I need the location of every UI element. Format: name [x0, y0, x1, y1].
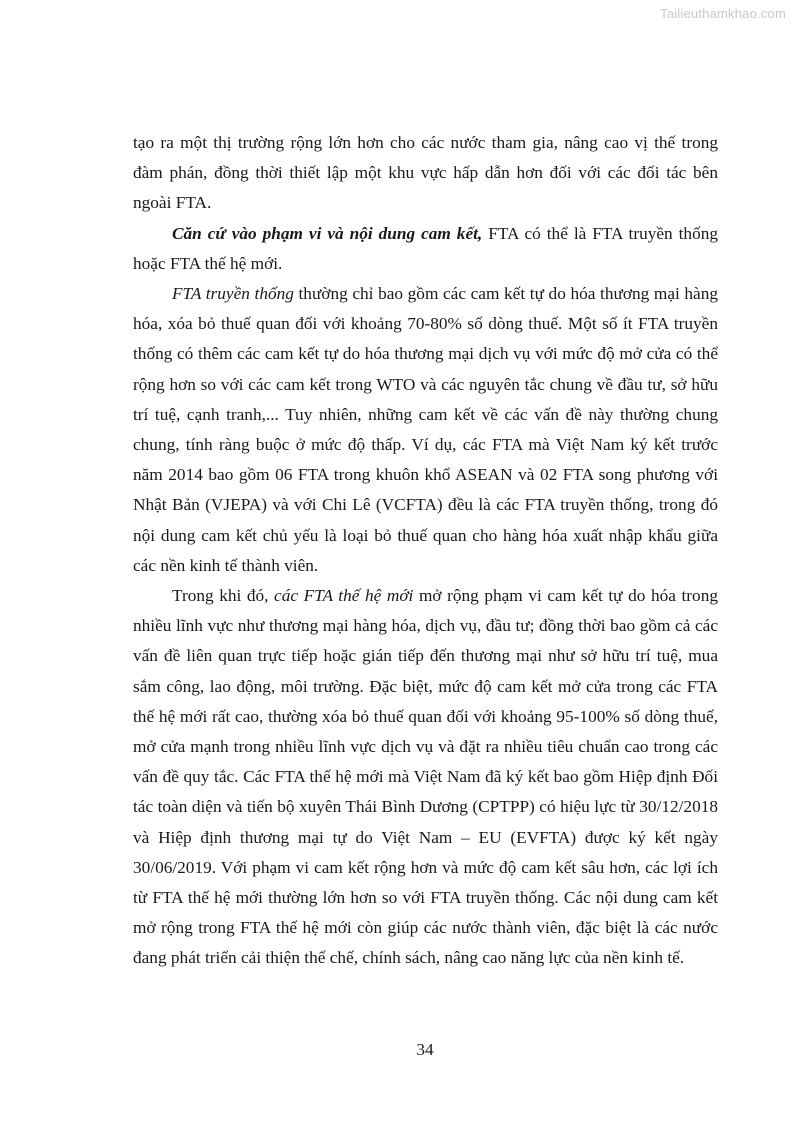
paragraph-text: mở rộng phạm vi cam kết tự do hóa trong nhiều lĩnh vực như thương mại hàng hóa, dịch vụ, đầu tư; đồng thời bao gồm cả các vấn đề liên quan trực tiếp hoặc gián tiếp đến thương mại như sở hữu trí tuệ, mua sắm công, lao động, môi trường. Đặc biệt, mức độ cam kết mở cửa trong các FTA thế hệ mới rất cao, thường xóa bỏ thuế quan đối với khoảng 95-100% số dòng thuế, mở cửa mạnh trong nhiều lĩnh vực dịch vụ và đặt ra nhiều tiêu chuẩn cao trong các vấn đề quy tắc. Các FTA thế hệ mới mà Việt Nam đã ký kết bao gồm Hiệp định Đối tác toàn diện và tiến bộ xuyên Thái Bình Dương (CPTPP) có hiệu lực từ 30/12/2018 và Hiệp định thương mại tự do Việt Nam – EU (EVFTA) được ký kết ngày 30/06/2019. Với phạm vi cam kết rộng hơn và mức độ cam kết sâu hơn, các lợi ích từ FTA thế hệ mới thường lớn hơn so với FTA truyền thống. Các nội dung cam kết mở rộng trong FTA thế hệ mới còn giúp các nước thành viên, đặc biệt là các nước đang phát triển cải thiện thể chế, chính sách, nâng cao năng lực của nền kinh tế. [133, 586, 718, 968]
paragraph-lead-italic: FTA truyền thống [172, 284, 294, 304]
page-body [133, 128, 718, 974]
paragraph-lead-bold-italic: Căn cứ vào phạm vi và nội dung cam kết, [172, 223, 483, 243]
paragraph-text: FTA có thể là FTA truyền thống hoặc FTA thế hệ mới. [133, 223, 718, 273]
page-number: 34 [416, 1040, 434, 1059]
paragraph-new-generation-fta [133, 581, 718, 974]
paragraph-text: tạo ra một thị trường rộng lớn hơn cho các nước tham gia, nâng cao vị thế trong đàm phán, đồng thời thiết lập một khu vực hấp dẫn hơn đối với các đối tác bên ngoài FTA. [133, 133, 718, 213]
paragraph-scope-intro [133, 219, 718, 279]
watermark: Tailieuthamkhao.com [660, 6, 786, 21]
paragraph-prefix: Trong khi đó, [172, 586, 275, 606]
paragraph-text: thường chỉ bao gồm các cam kết tự do hóa thương mại hàng hóa, xóa bỏ thuế quan đối với khoảng 70-80% số dòng thuế. Một số ít FTA truyền thống có thêm các cam kết tự do hóa thương mại dịch vụ với mức độ mở cửa có thể rộng hơn so với các cam kết trong WTO và các nguyên tắc chung về đầu tư, sở hữu trí tuệ, cạnh tranh,... Tuy nhiên, những cam kết về các vấn đề này thường chung chung, tính ràng buộc ở mức độ thấp. Ví dụ, các FTA mà Việt Nam ký kết trước năm 2014 bao gồm 06 FTA trong khuôn khổ ASEAN và 02 FTA song phương với Nhật Bản (VJEPA) và với Chi Lê (VCFTA) đều là các FTA truyền thống, trong đó nội dung cam kết chủ yếu là loại bỏ thuế quan cho hàng hóa xuất nhập khẩu giữa các nền kinh tế thành viên. [133, 284, 719, 575]
paragraph-lead-italic: các FTA thế hệ mới [274, 586, 414, 606]
paragraph-continuation [133, 128, 718, 219]
paragraph-traditional-fta [133, 279, 718, 581]
